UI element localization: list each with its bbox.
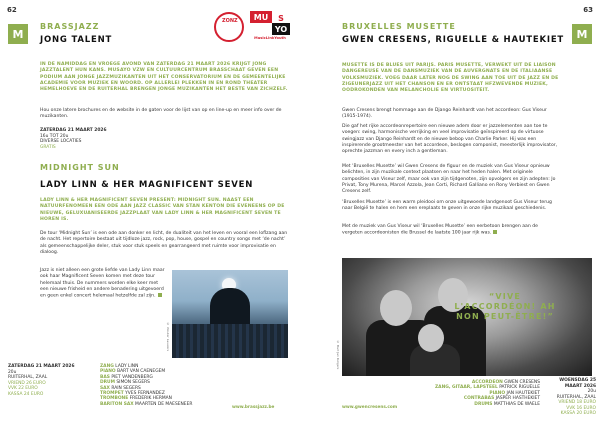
right-page [300,0,600,424]
article-lead-2: LADY LINN & HER MAGNIFICENT SEVEN PRESENT: MIDNIGHT SUN. NAAST EEN NATUURFENOMEEN EEN ODE AAN JAZZ CLASSIC VAN STAN KENTON DIE EVENEENS OP DE NIEUWE, GELUXUANISEERDE JAZZPLAAT VAN LADY LINN & HER MAGNIFICENT SEVEN TE HOREN IS. [40,198,285,222]
article-intro: Hou onze latere brochures en de website in de gaten voor de lijst van op en line-up en meer info over de muzikanten. [40,108,282,120]
lineup-item: PIANO BART VAN CAENEGEM [100,369,166,375]
lineup-item: BARITON SAX MAARTEN DE MAESENEER [100,401,193,407]
section-kicker-2: MIDNIGHT SUN [40,163,120,172]
photo-credit: © Wouter Lauwers [166,322,170,352]
lineup-item: TROMBONE FREDERIK HERMAN [100,396,172,402]
lineup-item: SAX RAIN SEGERS [100,385,141,391]
section-kicker: BRUXELLES MUSETTE [342,22,456,31]
article-lead: MUSETTE IS DE BLUES UIT PARIJS. PARIS MUSETTE, VERWEKT UIT DE LIAISON DANGEREUSE VAN DE DANSMUZIEK VAN DE AUVERGNATS EN DE ITALIAANSE VOLKSMUZIEK. VOEG DAAR LATER NOG DE SWING AAN TOE UIT DE JAZZ EN DE ZIGEUNERJAZZ UIT HET CHANSON EN ER ONTSTAAT HFZWEVENDE MUZIEK, OODROKONDEN VAN MELANCHOLIE EN VIRTUOSITEIT. [342,63,559,94]
article-headline: GWEN CRESENS, RIGUELLE & HAUTEKIET [342,35,565,45]
pull-quote: “VIVE L'ACCORDÉON! AH NON PEUT-ÊTRE!” [454,292,556,321]
article-lead: IN DE NAMIDDAG EN VROEGE AVOND VAN ZATERDAG 21 MAART 2026 KRIJGT JONG JAZZTALENT HUN KANS. MUSAYO VZW EN CULTUURCENTRUM BRASSCHAAT GEVEN EEN PODIUM AAN JONGE JAZZMUZIKANTEN UIT HET CONSERVATORIUM EN DE GEMEENTELIJKE ACADEMIE VOOR MUZIEK EN WOORD. OP ALLERLEI PLEKKEN IN EN ROND THEATER HEMELHOEVE EN DE RUITERHAL BRENGEN JONGE MUZIKANTEN HET BESTE VAN ZICHZELF. [40,62,288,93]
article-body-5: Met de muziek van Gus Viseur wil ‘Bruxelles Musette’ een eerbetoon brengen aan de vergeten accordeonisten die Brussel de laatste 100 jaar rijk was. [342,224,538,236]
lineup-item: ZANG LADY LINN [100,364,139,369]
section-badge: M [572,24,592,44]
lineup-item: DRUM SIMON SEGERS [100,380,150,386]
website-link[interactable]: www.brassjazz.be [232,404,275,409]
page-number: 63 [583,6,593,14]
lineup-item: CONTRABAS JASPER HASTHEKIET [463,396,540,402]
article-body-1: Gwen Cresens brengt hommage aan de Django Reinhardt van het accordeon: Gus Viseur (1915-1974). [342,108,547,120]
zonz-logo: ZONZ [214,12,244,42]
lineup-item: ZANG, GITAAR, LAPSTEEL PATRICK RIGUELLE [435,385,540,391]
lineup-item: BAS PIET VANDENBERG [100,374,153,380]
lineup-item: ACCORDEON GWEN CRESENS [471,380,540,385]
lineup-item: DRUMS MATTHIAS DE WAELE [474,401,540,407]
lineup [100,364,220,407]
event-meta: ZATERDAG 21 MAART 2026 16u TOT 20u DIVERSE LOCATIES GRATIS [40,128,107,150]
lineup [410,380,540,407]
lineup-item: TROMPET YVES FERNANDEZ [100,391,165,397]
photo-credit: © Bart Jan Rutgers [336,340,340,370]
article-body-3: Jazz is niet alleen een grote liefde van Lady Linn maar ook haar Magnificent Seven komen met deze tour helemaal thuis. De nummers worden elke keer met een nieuwe frisheid en andere benadering uitgevoerd en geen enkel concert helemaal hetzelfde zal zijn. [40,268,165,299]
article-body-2: De tour ‘Midnight Sun’ is een ode aan donker en licht, de dualiteit van het leven en vooral een loflzang aan de nacht. Het repertoire bestaat uit tijdloze jazz, rock, pop, house, gospel en country songs met ‘de nacht’ als gemeenschappelijke deler, stuk voor stuk speels en gearrangeerd met ruimte voor improvisatie en dialoog. [40,231,288,255]
page-number: 62 [7,6,17,14]
article-headline: JONG TALENT [40,35,113,45]
section-kicker: BRASSJAZZ [40,22,100,31]
lady-linn-photo [172,270,288,358]
website-link[interactable]: www.gwencresens.com [342,404,398,409]
section-badge: M [8,24,28,44]
musyo-logo: MU S YO MusicLinkYouth [250,11,290,42]
article-body-3: Met ‘Bruxelles Musette’ wil Gwen Cresens de figuur en de muziek van Gus Viseur opnieuw belichten, in zijn muzikale context plaatsen en naar het heden halen. Met originele composities van Viseur zelf, maar ook van zijn tijdgenoten, zijn opvolgers en zijn adepten: Jo Privat, Tony Murena, Marcel Azzola, Jean Corti, Richard Galliano en Rony Verbiest en Gwen Cresens zelf. [342,164,556,195]
article-headline-2: LADY LINN & HER MAGNIFICENT SEVEN [40,180,254,190]
event-footer-meta: ZATERDAG 21 MAART 2026 20u RUITERHAL, ZAAL VRIEND 26 EURO VVK 22 EURO KASSA 24 EURO [8,364,75,397]
event-footer-meta: WOENSDAG 25 MAART 2026 20u RUITERHAL, ZAAL VRIEND 18 EURO VVK 16 EURO KASSA 20 EURO [556,378,596,416]
lineup-item: PIANO JAN HAUTEKIET [489,390,540,396]
article-body-2: Die gaf het rijke accordeonrepertoire een nieuwe adem door er jazzelementen aan toe te voegen: swing, harmonische verrijking en veel improvisatie geïnspireerd op de virtuose swingjazz van Django Reinhardt en de nieuwe bebop van Charlie Parker. Hij was een inspirerende grootmeester van het accordeon, beslogen componist, meesterlijk improvisator, oprechte jazzman en every inch a gentleman. [342,124,558,155]
article-body-4: ‘Bruxelles Musette’ is een warm pleidooi om onze uitgewoede landgenoot Gus Viseur terug naar België te halen en hem een ereplaats te geven in onze rijke muzikaal geschiedenis. [342,200,552,212]
